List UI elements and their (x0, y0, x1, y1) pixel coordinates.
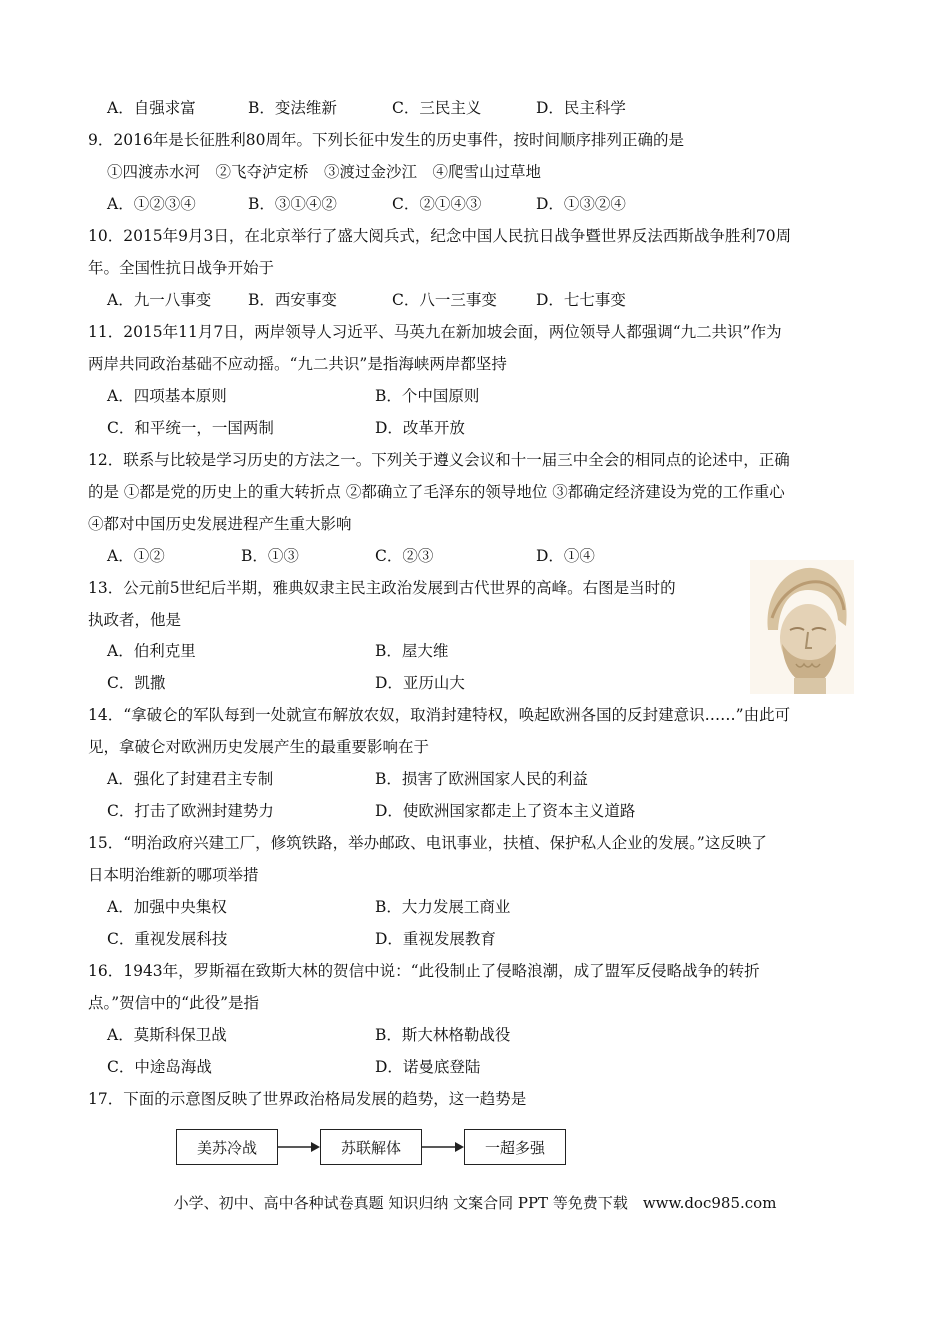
q12-option-d: D．①④ (536, 547, 595, 565)
q10-stem-line1: 10．2015年9月3日，在北京举行了盛大阅兵式，纪念中国人民抗日战争暨世界反法西斯战争胜利70周 (88, 227, 792, 245)
q12-stem-line1: 12．联系与比较是学习历史的方法之一。下列关于遵义会议和十一届三中全会的相同点的论述中，正确 (88, 451, 790, 469)
q10-option-b: B．西安事变 (248, 291, 337, 309)
q9-items: ①四渡赤水河 ②飞夺泸定桥 ③渡过金沙江 ④爬雪山过草地 (107, 163, 542, 181)
q13-option-a: A．伯利克里 (107, 642, 196, 660)
q8-option-d: D．民主科学 (536, 99, 626, 117)
q14-option-b: B．损害了欧洲国家人民的利益 (375, 770, 588, 788)
q11-stem-line1: 11．2015年11月7日，两岸领导人习近平、马英九在新加坡会面，两位领导人都强调“九二共识”作为 (88, 323, 782, 341)
q10-option-c: C．八一三事变 (392, 291, 497, 309)
q8-option-a: A．自强求富 (107, 99, 196, 117)
q13-stem-line2: 执政者，他是 (88, 611, 182, 629)
flow-box-cold-war: 美苏冷战 (176, 1129, 278, 1165)
q12-option-c: C．②③ (375, 547, 434, 565)
q16-stem-line1: 16．1943年，罗斯福在致斯大林的贺信中说：“此役制止了侵略浪潮，成了盟军反侵略战争的转折 (88, 962, 760, 980)
q10-option-d: D．七七事变 (536, 291, 626, 309)
q13-stem-line1: 13．公元前5世纪后半期，雅典奴隶主民主政治发展到古代世界的高峰。右图是当时的 (88, 579, 676, 597)
flow-box-one-superpower: 一超多强 (464, 1129, 566, 1165)
flow-arrow-2 (422, 1129, 464, 1167)
q9-stem: 9．2016年是长征胜利80周年。下列长征中发生的历史事件，按时间顺序排列正确的是 (88, 131, 685, 149)
page-footer: 小学、初中、高中各种试卷真题 知识归纳 文案合同 PPT 等免费下载 www.doc985.com (173, 1194, 777, 1212)
q15-option-c: C．重视发展科技 (107, 930, 228, 948)
q15-option-b: B．大力发展工商业 (375, 898, 511, 916)
q10-option-a: A．九一八事变 (107, 291, 212, 309)
q11-stem-line2: 两岸共同政治基础不应动摇。“九二共识”是指海峡两岸都坚持 (88, 355, 507, 373)
q9-option-b: B．③①④② (248, 195, 337, 213)
q9-option-a: A．①②③④ (107, 195, 196, 213)
q15-option-a: A．加强中央集权 (107, 898, 227, 916)
flow-box-ussr-collapse: 苏联解体 (320, 1129, 422, 1165)
q12-stem-line3: ④都对中国历史发展进程产生重大影响 (88, 515, 352, 533)
q12-option-b: B．①③ (241, 547, 299, 565)
q12-option-a: A．①② (107, 547, 165, 565)
q14-option-d: D．使欧洲国家都走上了资本主义道路 (375, 802, 636, 820)
q11-option-d: D．改革开放 (375, 419, 465, 437)
q14-stem-line2: 见，拿破仑对欧洲历史发展产生的最重要影响在于 (88, 738, 430, 756)
q9-option-c: C．②①④③ (392, 195, 482, 213)
q11-option-a: A．四项基本原则 (107, 387, 227, 405)
q11-option-b: B．个中国原则 (375, 387, 480, 405)
q13-option-c: C．凯撒 (107, 674, 166, 692)
q16-option-b: B．斯大林格勒战役 (375, 1026, 511, 1044)
q16-option-a: A．莫斯科保卫战 (107, 1026, 227, 1044)
q8-option-b: B．变法维新 (248, 99, 337, 117)
q14-stem-line1: 14．“拿破仑的军队每到一处就宣布解放农奴，取消封建特权，唤起欧洲各国的反封建意识……”由此可 (88, 706, 791, 724)
q8-option-c: C．三民主义 (392, 99, 482, 117)
q17-stem: 17．下面的示意图反映了世界政治格局发展的趋势，这一趋势是 (88, 1090, 527, 1108)
q16-option-c: C．中途岛海战 (107, 1058, 212, 1076)
q13-option-d: D．亚历山大 (375, 674, 465, 692)
q15-option-d: D．重视发展教育 (375, 930, 496, 948)
pericles-bust-image (750, 560, 854, 694)
q15-stem-line1: 15．“明治政府兴建工厂，修筑铁路，举办邮政、电讯事业，扶植、保护私人企业的发展。”这反映了 (88, 834, 767, 852)
q11-option-c: C．和平统一，一国两制 (107, 419, 274, 437)
q14-option-a: A．强化了封建君主专制 (107, 770, 274, 788)
q17-flow-diagram (0, 1129, 950, 1167)
q9-option-d: D．①③②④ (536, 195, 626, 213)
q16-option-d: D．诺曼底登陆 (375, 1058, 481, 1076)
q16-stem-line2: 点。”贺信中的“此役”是指 (88, 994, 260, 1012)
q12-stem-line2: 的是 ①都是党的历史上的重大转折点 ②都确立了毛泽东的领导地位 ③都确定经济建设为党的工作重心 (88, 483, 785, 501)
q10-stem-line2: 年。全国性抗日战争开始于 (88, 259, 275, 277)
q15-stem-line2: 日本明治维新的哪项举措 (88, 866, 259, 884)
q14-option-c: C．打击了欧洲封建势力 (107, 802, 274, 820)
flow-arrow-1 (278, 1129, 320, 1167)
q13-option-b: B．屋大维 (375, 642, 449, 660)
